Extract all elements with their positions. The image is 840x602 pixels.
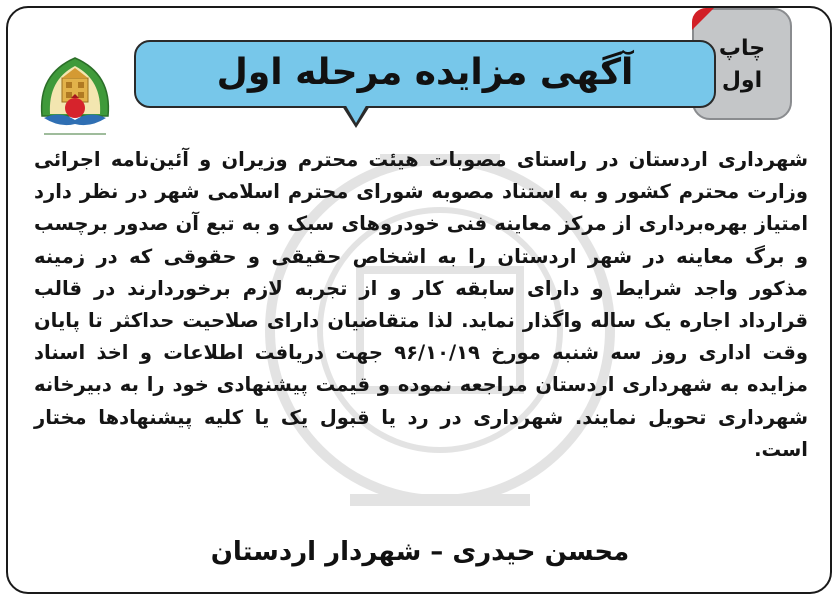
signature-line: محسن حیدری – شهردار اردستان — [210, 537, 630, 567]
corner-accent-icon — [692, 8, 714, 30]
banner-tail-fill — [345, 104, 367, 123]
notice-body: شهرداری اردستان در راستای مصوبات هیئت محترم وزیران و آئین‌نامه اجرائی وزارت محترم کشور و به استناد مصوبه شورای محترم اسلامی شهر در نظر دارد امتیاز بهره‌برداری از مرکز معاینه فنی خودروهای سبک و به تبع آن صدور برچسب و برگ معاینه در شهر اردستان را به اشخاص حقیقی و حقوقی که در زمینه مذکور واجد شرایط و دارای سابقه کار و از تجربه لازم برخوردارند در قالب قرارداد اجاره یک ساله واگذار نماید. لذا متقاضیان دارای صلاحیت حداکثر تا پایان وقت اداری روز سه شنبه مورخ ۹۶/۱۰/۱۹ جهت دریافت اطلاعات و اخذ اسناد مزایده به شهرداری اردستان مراجعه نموده و قیمت پیشنهادی خود را به دبیرخانه شهرداری تحویل نمایند. شهرداری در رد یا قبول یک یا کلیه پیشنهادها مختار است. — [34, 148, 808, 461]
municipality-emblem-icon — [30, 44, 120, 144]
print-tag-line1: چاپ — [718, 36, 766, 61]
print-tag-line2: اول — [721, 68, 763, 93]
page-title: آگهی مزایده مرحله اول — [216, 52, 634, 93]
title-banner — [134, 40, 716, 108]
